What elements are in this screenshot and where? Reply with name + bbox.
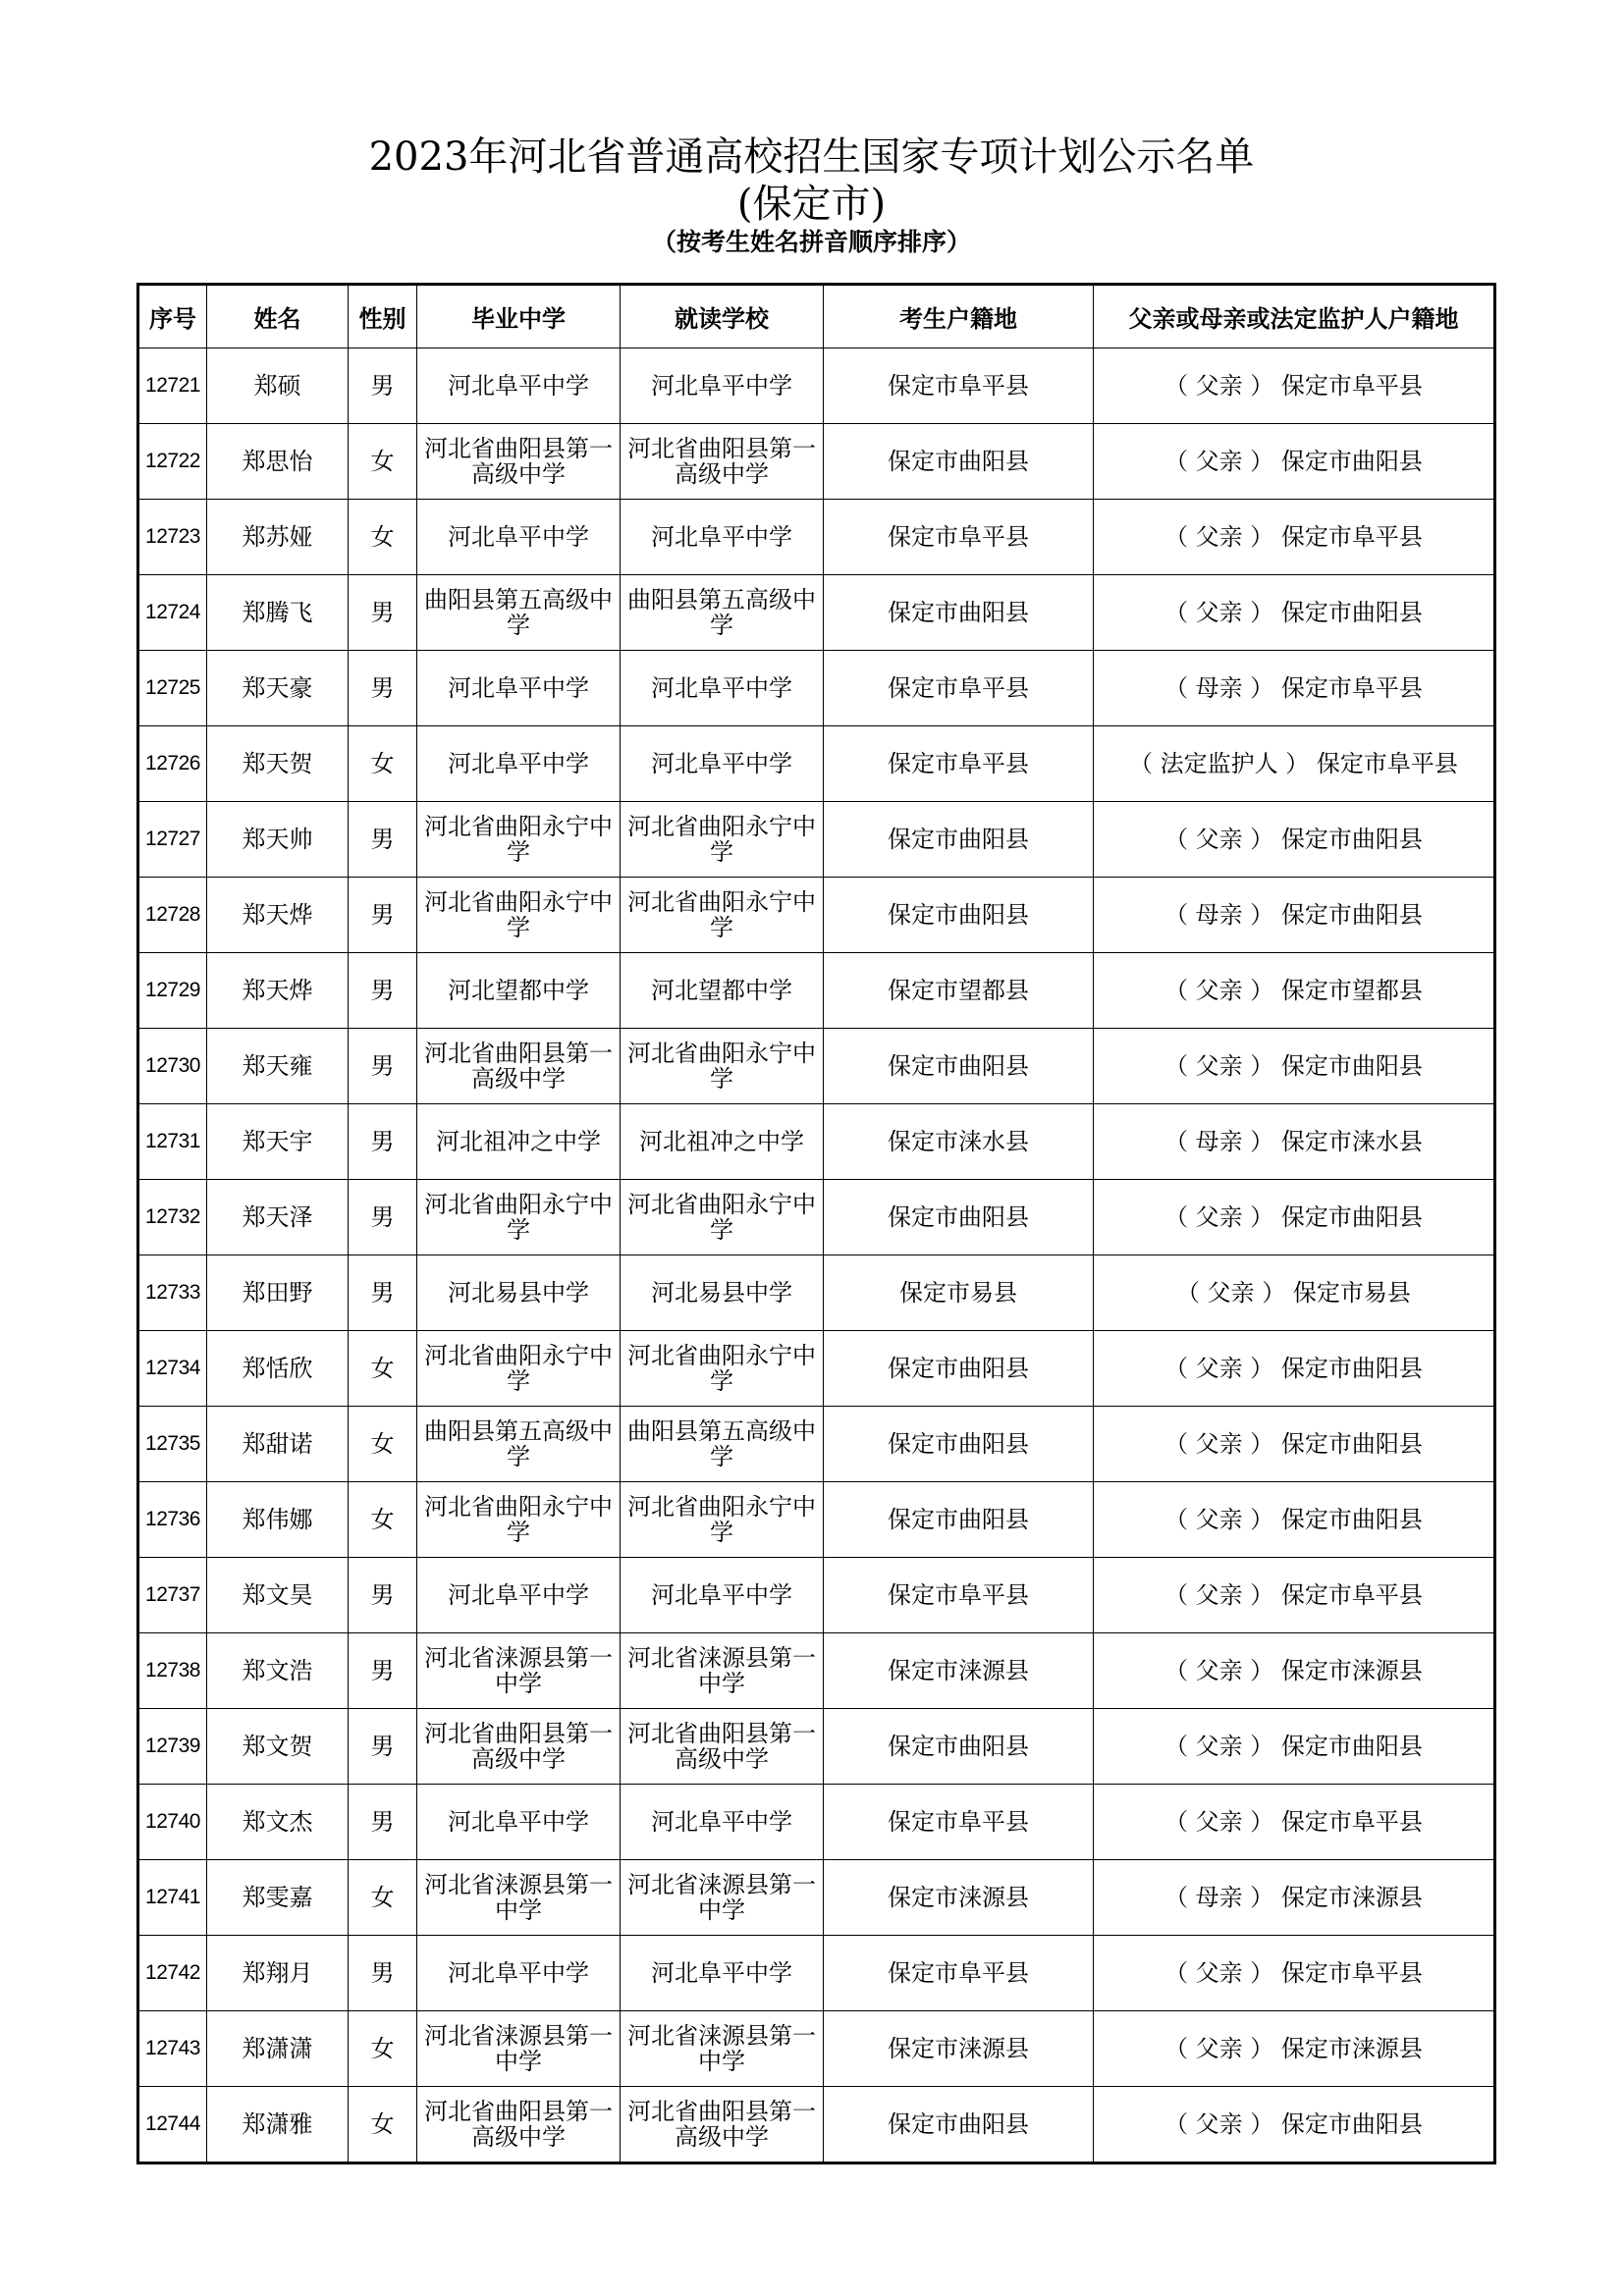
cell-current-school: 河北省涞源县第一中学 xyxy=(621,2011,824,2087)
cell-name: 郑天豪 xyxy=(207,651,349,726)
cell-gender: 男 xyxy=(349,1180,417,1255)
cell-name: 郑天烨 xyxy=(207,953,349,1029)
cell-grad-school: 河北省曲阳县第一高级中学 xyxy=(417,2087,621,2163)
header-name: 姓名 xyxy=(207,285,349,348)
cell-gender: 男 xyxy=(349,1633,417,1709)
cell-name: 郑潇潇 xyxy=(207,2011,349,2087)
cell-name: 郑天雍 xyxy=(207,1029,349,1104)
cell-current-school: 河北省曲阳永宁中学 xyxy=(621,878,824,953)
cell-seq: 12735 xyxy=(138,1407,207,1482)
cell-seq: 12727 xyxy=(138,802,207,878)
cell-name: 郑苏娅 xyxy=(207,500,349,575)
cell-current-school: 河北省曲阳永宁中学 xyxy=(621,1029,824,1104)
cell-seq: 12741 xyxy=(138,1860,207,1936)
cell-seq: 12732 xyxy=(138,1180,207,1255)
cell-household: 保定市涞源县 xyxy=(824,2011,1094,2087)
cell-household: 保定市望都县 xyxy=(824,953,1094,1029)
cell-grad-school: 河北省曲阳永宁中学 xyxy=(417,878,621,953)
cell-gender: 女 xyxy=(349,2011,417,2087)
cell-household: 保定市阜平县 xyxy=(824,500,1094,575)
cell-grad-school: 河北望都中学 xyxy=(417,953,621,1029)
cell-guardian: （ 父亲 ） 保定市阜平县 xyxy=(1094,1558,1495,1633)
table-row xyxy=(138,1255,1495,1331)
cell-guardian: （ 父亲 ） 保定市曲阳县 xyxy=(1094,1482,1495,1558)
cell-name: 郑田野 xyxy=(207,1255,349,1331)
cell-guardian: （ 父亲 ） 保定市阜平县 xyxy=(1094,500,1495,575)
table-row xyxy=(138,1709,1495,1785)
cell-name: 郑伟娜 xyxy=(207,1482,349,1558)
cell-name: 郑文浩 xyxy=(207,1633,349,1709)
cell-name: 郑翔月 xyxy=(207,1936,349,2011)
cell-seq: 12725 xyxy=(138,651,207,726)
cell-name: 郑天贺 xyxy=(207,726,349,802)
table-row xyxy=(138,1558,1495,1633)
cell-current-school: 河北阜平中学 xyxy=(621,500,824,575)
cell-household: 保定市阜平县 xyxy=(824,1936,1094,2011)
cell-household: 保定市涞源县 xyxy=(824,1633,1094,1709)
cell-gender: 男 xyxy=(349,348,417,424)
cell-grad-school: 河北祖冲之中学 xyxy=(417,1104,621,1180)
cell-household: 保定市曲阳县 xyxy=(824,878,1094,953)
cell-gender: 男 xyxy=(349,1255,417,1331)
cell-current-school: 河北阜平中学 xyxy=(621,1558,824,1633)
cell-household: 保定市阜平县 xyxy=(824,651,1094,726)
cell-grad-school: 河北阜平中学 xyxy=(417,1558,621,1633)
cell-grad-school: 河北阜平中学 xyxy=(417,1785,621,1860)
cell-seq: 12739 xyxy=(138,1709,207,1785)
table-row xyxy=(138,1785,1495,1860)
cell-gender: 男 xyxy=(349,1709,417,1785)
cell-grad-school: 河北省涞源县第一中学 xyxy=(417,1633,621,1709)
cell-name: 郑文杰 xyxy=(207,1785,349,1860)
cell-guardian: （ 父亲 ） 保定市阜平县 xyxy=(1094,1785,1495,1860)
cell-seq: 12724 xyxy=(138,575,207,651)
cell-current-school: 河北阜平中学 xyxy=(621,1785,824,1860)
cell-guardian: （ 父亲 ） 保定市曲阳县 xyxy=(1094,1180,1495,1255)
cell-grad-school: 河北省曲阳永宁中学 xyxy=(417,802,621,878)
cell-household: 保定市曲阳县 xyxy=(824,1709,1094,1785)
cell-seq: 12730 xyxy=(138,1029,207,1104)
cell-gender: 女 xyxy=(349,726,417,802)
cell-household: 保定市阜平县 xyxy=(824,1785,1094,1860)
cell-guardian: （ 父亲 ） 保定市曲阳县 xyxy=(1094,424,1495,500)
cell-household: 保定市曲阳县 xyxy=(824,2087,1094,2163)
table-row xyxy=(138,424,1495,500)
cell-grad-school: 河北省曲阳县第一高级中学 xyxy=(417,424,621,500)
cell-name: 郑恬欣 xyxy=(207,1331,349,1407)
table-row xyxy=(138,2087,1495,2163)
cell-guardian: （ 父亲 ） 保定市望都县 xyxy=(1094,953,1495,1029)
cell-guardian: （ 父亲 ） 保定市曲阳县 xyxy=(1094,1331,1495,1407)
cell-name: 郑天宇 xyxy=(207,1104,349,1180)
cell-gender: 男 xyxy=(349,1558,417,1633)
cell-guardian: （ 父亲 ） 保定市曲阳县 xyxy=(1094,575,1495,651)
cell-current-school: 河北省曲阳县第一高级中学 xyxy=(621,2087,824,2163)
cell-grad-school: 河北阜平中学 xyxy=(417,726,621,802)
cell-current-school: 河北省曲阳永宁中学 xyxy=(621,802,824,878)
table-row xyxy=(138,953,1495,1029)
cell-grad-school: 河北省曲阳永宁中学 xyxy=(417,1180,621,1255)
cell-seq: 12722 xyxy=(138,424,207,500)
table-row xyxy=(138,1482,1495,1558)
cell-name: 郑文贺 xyxy=(207,1709,349,1785)
cell-guardian: （ 父亲 ） 保定市阜平县 xyxy=(1094,348,1495,424)
cell-seq: 12723 xyxy=(138,500,207,575)
cell-household: 保定市曲阳县 xyxy=(824,575,1094,651)
cell-current-school: 河北省曲阳永宁中学 xyxy=(621,1180,824,1255)
cell-gender: 女 xyxy=(349,1407,417,1482)
cell-seq: 12736 xyxy=(138,1482,207,1558)
cell-grad-school: 河北阜平中学 xyxy=(417,500,621,575)
cell-current-school: 河北阜平中学 xyxy=(621,1936,824,2011)
table-row xyxy=(138,802,1495,878)
cell-grad-school: 河北阜平中学 xyxy=(417,1936,621,2011)
cell-current-school: 河北省曲阳县第一高级中学 xyxy=(621,424,824,500)
cell-grad-school: 河北省曲阳永宁中学 xyxy=(417,1482,621,1558)
cell-guardian: （ 父亲 ） 保定市易县 xyxy=(1094,1255,1495,1331)
cell-current-school: 河北阜平中学 xyxy=(621,651,824,726)
header-current-school: 就读学校 xyxy=(621,285,824,348)
table-header-row xyxy=(138,285,1495,348)
cell-household: 保定市曲阳县 xyxy=(824,424,1094,500)
cell-household: 保定市涞源县 xyxy=(824,1860,1094,1936)
cell-gender: 女 xyxy=(349,2087,417,2163)
table-row xyxy=(138,726,1495,802)
cell-seq: 12721 xyxy=(138,348,207,424)
cell-gender: 男 xyxy=(349,1785,417,1860)
cell-grad-school: 河北阜平中学 xyxy=(417,651,621,726)
cell-seq: 12744 xyxy=(138,2087,207,2163)
cell-gender: 女 xyxy=(349,424,417,500)
cell-current-school: 河北易县中学 xyxy=(621,1255,824,1331)
cell-gender: 女 xyxy=(349,500,417,575)
table-row xyxy=(138,500,1495,575)
cell-name: 郑雯嘉 xyxy=(207,1860,349,1936)
table-row xyxy=(138,575,1495,651)
cell-grad-school: 曲阳县第五高级中学 xyxy=(417,1407,621,1482)
table-row xyxy=(138,1860,1495,1936)
cell-guardian: （ 母亲 ） 保定市涞水县 xyxy=(1094,1104,1495,1180)
cell-grad-school: 河北阜平中学 xyxy=(417,348,621,424)
cell-grad-school: 河北省曲阳县第一高级中学 xyxy=(417,1029,621,1104)
cell-current-school: 河北祖冲之中学 xyxy=(621,1104,824,1180)
cell-guardian: （ 父亲 ） 保定市曲阳县 xyxy=(1094,1709,1495,1785)
cell-grad-school: 河北省涞源县第一中学 xyxy=(417,1860,621,1936)
cell-household: 保定市易县 xyxy=(824,1255,1094,1331)
cell-name: 郑甜诺 xyxy=(207,1407,349,1482)
cell-household: 保定市阜平县 xyxy=(824,726,1094,802)
cell-seq: 12728 xyxy=(138,878,207,953)
cell-gender: 女 xyxy=(349,1482,417,1558)
cell-household: 保定市曲阳县 xyxy=(824,1407,1094,1482)
cell-gender: 男 xyxy=(349,575,417,651)
cell-grad-school: 河北易县中学 xyxy=(417,1255,621,1331)
header-seq: 序号 xyxy=(138,285,207,348)
cell-seq: 12742 xyxy=(138,1936,207,2011)
table-row xyxy=(138,651,1495,726)
cell-seq: 12726 xyxy=(138,726,207,802)
cell-household: 保定市阜平县 xyxy=(824,348,1094,424)
cell-name: 郑天泽 xyxy=(207,1180,349,1255)
cell-seq: 12737 xyxy=(138,1558,207,1633)
cell-household: 保定市阜平县 xyxy=(824,1558,1094,1633)
cell-guardian: （ 父亲 ） 保定市曲阳县 xyxy=(1094,1407,1495,1482)
cell-guardian: （ 母亲 ） 保定市阜平县 xyxy=(1094,651,1495,726)
cell-grad-school: 河北省涞源县第一中学 xyxy=(417,2011,621,2087)
document-subtitle: (保定市) xyxy=(736,182,887,227)
cell-gender: 男 xyxy=(349,1104,417,1180)
table-row xyxy=(138,2011,1495,2087)
cell-seq: 12734 xyxy=(138,1331,207,1407)
cell-current-school: 河北省曲阳县第一高级中学 xyxy=(621,1709,824,1785)
document-title: 2023年河北省普通高校招生国家专项计划公示名单 xyxy=(368,134,1255,180)
cell-name: 郑天帅 xyxy=(207,802,349,878)
cell-current-school: 曲阳县第五高级中学 xyxy=(621,575,824,651)
cell-gender: 男 xyxy=(349,802,417,878)
cell-grad-school: 河北省曲阳县第一高级中学 xyxy=(417,1709,621,1785)
cell-gender: 男 xyxy=(349,878,417,953)
header-gender: 性别 xyxy=(349,285,417,348)
cell-current-school: 河北省涞源县第一中学 xyxy=(621,1860,824,1936)
cell-name: 郑潇雅 xyxy=(207,2087,349,2163)
cell-name: 郑思怡 xyxy=(207,424,349,500)
sort-note: （按考生姓名拼音顺序排序） xyxy=(651,228,971,256)
cell-gender: 男 xyxy=(349,1936,417,2011)
cell-name: 郑天烨 xyxy=(207,878,349,953)
table-row xyxy=(138,1029,1495,1104)
cell-household: 保定市曲阳县 xyxy=(824,1180,1094,1255)
table-row xyxy=(138,348,1495,424)
header-guardian: 父亲或母亲或法定监护人户籍地 xyxy=(1094,285,1495,348)
table-row xyxy=(138,1331,1495,1407)
cell-household: 保定市曲阳县 xyxy=(824,1482,1094,1558)
cell-guardian: （ 父亲 ） 保定市涞源县 xyxy=(1094,2011,1495,2087)
table-row xyxy=(138,1104,1495,1180)
cell-seq: 12740 xyxy=(138,1785,207,1860)
cell-seq: 12733 xyxy=(138,1255,207,1331)
table-row xyxy=(138,1633,1495,1709)
cell-grad-school: 河北省曲阳永宁中学 xyxy=(417,1331,621,1407)
cell-seq: 12729 xyxy=(138,953,207,1029)
cell-household: 保定市曲阳县 xyxy=(824,1029,1094,1104)
cell-current-school: 河北阜平中学 xyxy=(621,348,824,424)
cell-name: 郑文昊 xyxy=(207,1558,349,1633)
cell-current-school: 河北省曲阳永宁中学 xyxy=(621,1331,824,1407)
cell-guardian: （ 母亲 ） 保定市曲阳县 xyxy=(1094,878,1495,953)
cell-gender: 男 xyxy=(349,651,417,726)
cell-name: 郑腾飞 xyxy=(207,575,349,651)
cell-guardian: （ 母亲 ） 保定市涞源县 xyxy=(1094,1860,1495,1936)
cell-gender: 男 xyxy=(349,953,417,1029)
cell-seq: 12743 xyxy=(138,2011,207,2087)
table-row xyxy=(138,1180,1495,1255)
cell-current-school: 河北望都中学 xyxy=(621,953,824,1029)
cell-guardian: （ 父亲 ） 保定市阜平县 xyxy=(1094,1936,1495,2011)
table-row xyxy=(138,1936,1495,2011)
cell-gender: 女 xyxy=(349,1860,417,1936)
cell-grad-school: 曲阳县第五高级中学 xyxy=(417,575,621,651)
cell-name: 郑硕 xyxy=(207,348,349,424)
cell-guardian: （ 父亲 ） 保定市曲阳县 xyxy=(1094,1029,1495,1104)
cell-guardian: （ 父亲 ） 保定市涞源县 xyxy=(1094,1633,1495,1709)
header-grad-school: 毕业中学 xyxy=(417,285,621,348)
cell-guardian: （ 法定监护人 ） 保定市阜平县 xyxy=(1094,726,1495,802)
cell-guardian: （ 父亲 ） 保定市曲阳县 xyxy=(1094,802,1495,878)
candidate-table xyxy=(136,283,1496,2164)
cell-gender: 女 xyxy=(349,1331,417,1407)
cell-household: 保定市曲阳县 xyxy=(824,802,1094,878)
cell-seq: 12738 xyxy=(138,1633,207,1709)
cell-household: 保定市曲阳县 xyxy=(824,1331,1094,1407)
table-row xyxy=(138,878,1495,953)
cell-current-school: 曲阳县第五高级中学 xyxy=(621,1407,824,1482)
cell-guardian: （ 父亲 ） 保定市曲阳县 xyxy=(1094,2087,1495,2163)
table-row xyxy=(138,1407,1495,1482)
cell-current-school: 河北省涞源县第一中学 xyxy=(621,1633,824,1709)
cell-current-school: 河北阜平中学 xyxy=(621,726,824,802)
cell-household: 保定市涞水县 xyxy=(824,1104,1094,1180)
cell-gender: 男 xyxy=(349,1029,417,1104)
cell-seq: 12731 xyxy=(138,1104,207,1180)
cell-current-school: 河北省曲阳永宁中学 xyxy=(621,1482,824,1558)
header-household: 考生户籍地 xyxy=(824,285,1094,348)
